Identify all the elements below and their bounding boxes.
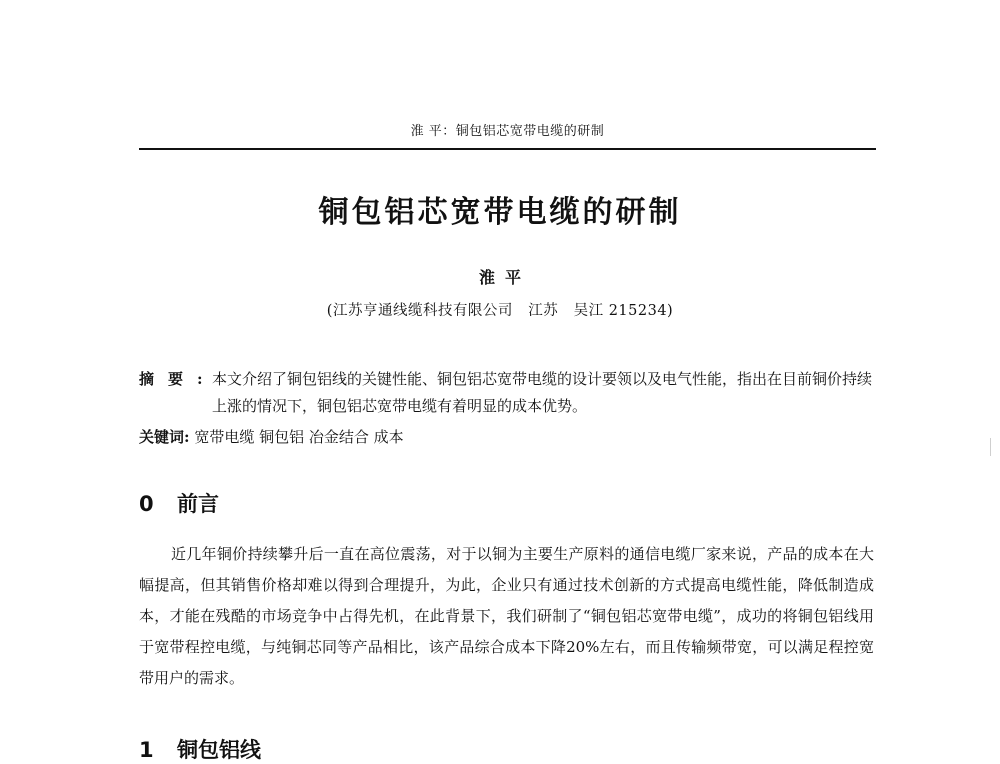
scan-edge-mark [990, 438, 991, 456]
paper-title: 铜包铝芯宽带电缆的研制 [318, 195, 682, 230]
abstract [139, 366, 879, 420]
introduction-paragraph: 近几年铜价持续攀升后一直在高位震荡，对于以铜为主要生产原料的通信电缆厂家来说，产品的成本在大幅提高，但其销售价格却难以得到合理提升，为此，企业只有通过技术创新的方式提高电缆性能，降低制造成本，才能在残酷的市场竞争中占得先机，在此背景下，我们研制了“铜包铝芯宽带电缆”，成功的将铜包铝线用于宽带程控电缆，与纯铜芯同等产品相比，该产品综合成本下降20%左右，而且传输频带宽，可以满足程控宽带用户的需求。 [139, 545, 874, 687]
section-number: 0 [139, 492, 154, 516]
running-header: 淮 平：铜包铝芯宽带电缆的研制 [410, 124, 605, 139]
section-title: 铜包铝线 [177, 738, 261, 762]
keywords-label: 关键词: [139, 428, 190, 446]
abstract-text: 本文介绍了铜包铝线的关键性能、铜包铝芯宽带电缆的设计要领以及电气性能，指出在目前铜价持续上涨的情况下，铜包铝芯宽带电缆有着明显的成本优势。 [212, 370, 873, 415]
affiliation: (江苏亨通线缆科技有限公司 江苏 吴江 215234) [326, 303, 674, 319]
section-heading-introduction [139, 488, 219, 518]
header-rule [139, 148, 876, 150]
abstract-label: 摘要: [139, 370, 217, 388]
section-number: 1 [139, 738, 154, 762]
section-title: 前言 [177, 492, 219, 516]
keywords [139, 426, 404, 447]
keywords-text: 宽带电缆 铜包铝 冶金结合 成本 [194, 428, 404, 446]
author: 淮平 [478, 268, 531, 287]
